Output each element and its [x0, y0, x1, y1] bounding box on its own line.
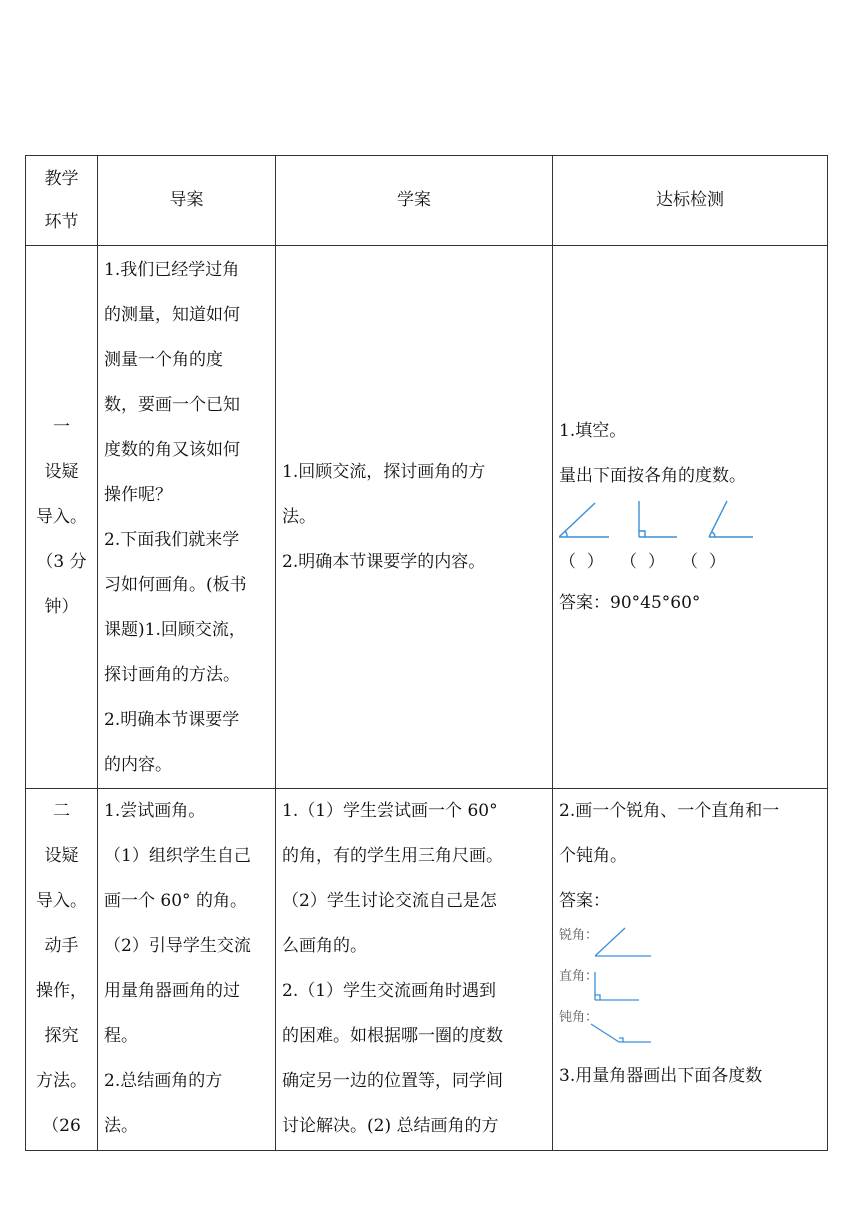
angle-figures: [559, 499, 821, 543]
test-line: 个钝角。: [559, 846, 627, 866]
section-line: （26: [42, 1116, 81, 1136]
guide-line: 1.我们已经学过角: [104, 260, 240, 280]
obtuse-angle-figure: [591, 1024, 651, 1042]
guide-line: 习如何画角。(板书: [104, 575, 247, 595]
section-line: 导入。: [36, 891, 87, 911]
study-line: 1.（1）学生尝试画一个 60°: [282, 801, 498, 821]
guide-line: 画一个 60° 的角。: [104, 891, 247, 911]
section-line: 导入。: [36, 506, 87, 527]
section-line: 设疑: [44, 461, 79, 482]
guide-line: 的测量，知道如何: [104, 305, 240, 325]
angle-figure-1: [559, 503, 609, 537]
header-test: 达标检测: [553, 156, 828, 246]
study-line: 的角，有的学生用三角尺画。: [282, 846, 503, 866]
test-cell: [553, 789, 828, 1151]
study-line: 确定另一边的位置等，同学间: [282, 1071, 503, 1091]
table-row: [26, 246, 828, 789]
guide-cell: [98, 246, 276, 789]
guide-line: 程。: [104, 1026, 138, 1046]
guide-line: 2.下面我们就来学: [104, 530, 240, 550]
section-line: 动手: [44, 936, 79, 956]
study-cell: [276, 246, 553, 789]
guide-line: 探讨画角的方法。: [104, 665, 240, 685]
section-line: 一: [53, 416, 70, 437]
angle-figure-3: [709, 501, 753, 537]
header-line: 教学: [44, 168, 79, 189]
section-line: （3 分: [36, 551, 87, 572]
study-cell: [276, 789, 553, 1151]
right-angle-figure: [595, 972, 639, 1000]
acute-angle-figure: [595, 928, 651, 956]
study-line: 1.回顾交流，探讨画角的方: [282, 461, 486, 482]
study-line: 的困难。如根据哪一圈的度数: [282, 1026, 503, 1046]
section-line: 钟）: [44, 596, 79, 617]
test-answer: 答案：90°45°60°: [559, 592, 701, 613]
answer-blanks: （ ） （ ） （ ）: [559, 551, 726, 572]
angle-figure-2: [639, 501, 677, 537]
guide-line: 数，要画一个已知: [104, 395, 240, 415]
guide-line: 课题)1.回顾交流，: [104, 620, 246, 640]
section-line: 操作，: [36, 981, 87, 1001]
test-cell: [553, 246, 828, 789]
section-cell: [26, 246, 98, 789]
guide-line: 1.尝试画角。: [104, 801, 206, 821]
lesson-plan-table: [25, 155, 828, 1151]
answer-angle-figures: [559, 924, 821, 1044]
test-next-question: 3.用量角器画出下面各度数: [559, 1066, 763, 1086]
table-row: [26, 789, 828, 1151]
study-line: 2.（1）学生交流画角时遇到: [282, 981, 497, 1001]
guide-line: 法。: [104, 1116, 138, 1136]
table-header-row: [26, 156, 828, 246]
guide-line: （2）引导学生交流: [104, 936, 251, 956]
header-teaching-stage: [26, 156, 98, 246]
guide-line: 2.总结画角的方: [104, 1071, 223, 1091]
test-line: 2.画一个锐角、一个直角和一: [559, 801, 780, 821]
header-study: 学案: [276, 156, 553, 246]
guide-line: 度数的角又该如何: [104, 440, 240, 460]
test-instruction: 量出下面按各角的度数。: [559, 465, 746, 486]
study-line: 2.明确本节课要学的内容。: [282, 551, 486, 572]
guide-line: 操作呢？: [104, 485, 172, 505]
study-line: 么画角的。: [282, 936, 367, 956]
right-angle-label: 直角：: [559, 969, 599, 984]
study-line: （2）学生讨论交流自己是怎: [282, 891, 497, 911]
guide-line: 的内容。: [104, 755, 172, 775]
header-guide: 导案: [98, 156, 276, 246]
study-line: 讨论解决。(2) 总结画角的方: [282, 1116, 499, 1136]
guide-line: （1）组织学生自己: [104, 846, 251, 866]
test-answer-label: 答案：: [559, 891, 610, 911]
header-line: 环节: [44, 211, 79, 232]
section-line: 设疑: [44, 846, 79, 866]
study-line: 法。: [282, 506, 316, 527]
guide-line: 2.明确本节课要学: [104, 710, 240, 730]
guide-line: 用量角器画角的过: [104, 981, 240, 1001]
guide-cell: [98, 789, 276, 1151]
acute-angle-label: 锐角：: [559, 928, 599, 943]
guide-line: 测量一个角的度: [104, 350, 223, 370]
section-cell: [26, 789, 98, 1151]
section-line: 探究: [44, 1026, 79, 1046]
test-title: 1.填空。: [559, 420, 627, 441]
section-line: 二: [53, 801, 70, 821]
obtuse-angle-label: 钝角：: [559, 1010, 599, 1025]
section-line: 方法。: [36, 1071, 87, 1091]
